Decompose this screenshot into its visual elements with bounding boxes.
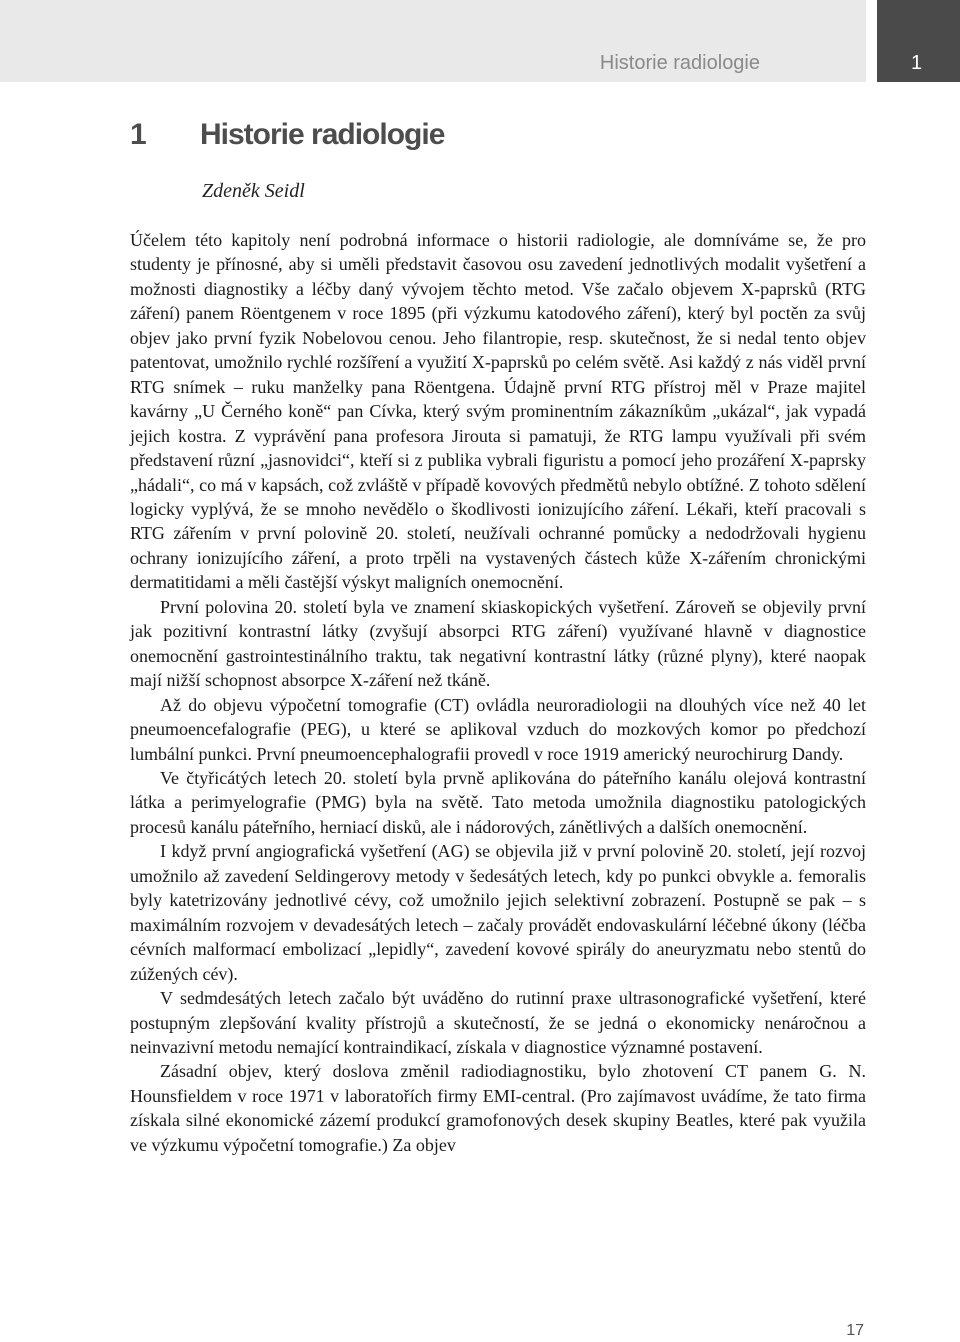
chapter-body — [130, 228, 866, 1157]
page-number: 17 — [846, 1322, 864, 1339]
paragraph-4: Ve čtyřicátých letech 20. století byla prvně aplikována do páteřního kanálu olejová kontrastní látka a perimyelografie (PMG) byla na světě. Tato metoda umožnila diagnostiku patologických procesů kanálu páteřního, herniací disků, ale i nádorových, zánětlivých a dalších onemocnění. — [130, 767, 866, 837]
chapter-tab-number: 1 — [911, 52, 923, 74]
paragraph-3: Až do objevu výpočetní tomografie (CT) ovládla neuroradiologii na dlouhých více než 40 let pneumoencefalografie (PEG), u které se aplikoval vzduch do mozkových komor po předchozí lumbální punkci. První pneumoencephalografii provedl v roce 1919 americký neurochirurg Dandy. — [130, 694, 866, 764]
paragraph-1: Účelem této kapitoly není podrobná informace o historii radiologie, ale domníváme se, že pro studenty je přínosné, aby si uměli představit časovou osu zavedení jednotlivých modalit vyšetření a možnosti diagnostiky a léčby daný vývojem těchto metod. Vše začalo objevem X-paprsků (RTG záření) panem Röentgenem v roce 1895 (při výzkumu katodového záření), který byl poctěn za svůj objev jako první fyzik Nobelovou cenou. Jeho filantropie, resp. skutečnost, že si nedal tento objev patentovat, umožnilo rychlé rozšíření a využití X-paprsků po celém světě. Asi každý z nás viděl první RTG snímek – ruku manželky pana Röentgena. Údajně první RTG přístroj měl v Praze majitel kavárny „U Černého koně“ pan Cívka, který svým prominentním zákazníkům „ukázal“, jak vypadá jejich kostra. Z vyprávění pana profesora Jirouta si pamatuji, že RTG lampu využívali při svém představení různí „jasnovidci“, kteří si z publika vybrali figuristu a pomocí jeho prozáření X-paprsky „hádali“, co má v kapsách, což zvláště v případě kovových předmětů nebylo obtížné. Z tohoto sdělení logicky vyplývá, že se mnoho nevědělo o škodlivosti ionizujícího záření. Lékaři, kteří pracovali s RTG zářením v první polovině 20. století, neužívali ochranné pomůcky a nedodržovali hygienu ochrany ionizujícího záření, a proto trpěli na vystavených částech kůže X-zářením chronickými dermatitidami a měli častější výskyt maligních onemocnění. — [130, 230, 866, 593]
chapter-number: 1 — [130, 118, 146, 151]
paragraph-7: Zásadní objev, který doslova změnil radiodiagnostiku, bylo zhotovení CT panem G. N. Hounsfieldem v roce 1971 v laboratořích firmy EMI-central. (Pro zajímavost uvádíme, že tato firma získala silné ekonomické zázemí produkcí gramofonových desek skupiny Beatles, které pak využila ve výzkumu výpočetní tomografie.) Za objev — [130, 1061, 866, 1155]
running-header-band — [0, 0, 866, 82]
chapter-heading — [130, 118, 444, 152]
chapter-title: Historie radiologie — [200, 118, 445, 151]
paragraph-5: I když první angiografická vyšetření (AG) se objevila již v první polovině 20. století, její rozvoj umožnilo až zavedení Seldingerovy metody v šedesátých letech, kdy po punkci obvykle a. femoralis byly katetrizovány jednotlivé cévy, což umožnilo jejich selektivní zobrazení. Postupně se pak – s maximálním rozvojem v devadesátých letech – začaly provádět endovaskulární léčebné úkony (léčba cévních malformací embolizací „lepidly“, zavedení kovové spirály do aneuryzmatu nebo stentů do zúžených cév). — [130, 841, 866, 984]
paragraph-2: První polovina 20. století byla ve znamení skiaskopických vyšetření. Zároveň se objevily první jak pozitivní kontrastní látky (zvyšují absorpci RTG záření) využívané hlavně v diagnostice onemocnění gastrointestinálního traktu, tak negativní kontrastní látky (různé plyny), které naopak mají nižší schopnost absorpce X-záření než tkáně. — [130, 596, 866, 691]
chapter-tab — [877, 0, 960, 82]
running-header-title: Historie radiologie — [599, 52, 760, 74]
paragraph-6: V sedmdesátých letech začalo být uváděno do rutinní praxe ultrasonografické vyšetření, které postupným zlepšování kvality přístrojů a skutečností, že se jedná o ekonomicky nenáročnou a neinvazivní metodu nemající kontraindikací, získala v diagnostice významné postavení. — [130, 988, 866, 1057]
chapter-author: Zdeněk Seidl — [202, 180, 305, 202]
